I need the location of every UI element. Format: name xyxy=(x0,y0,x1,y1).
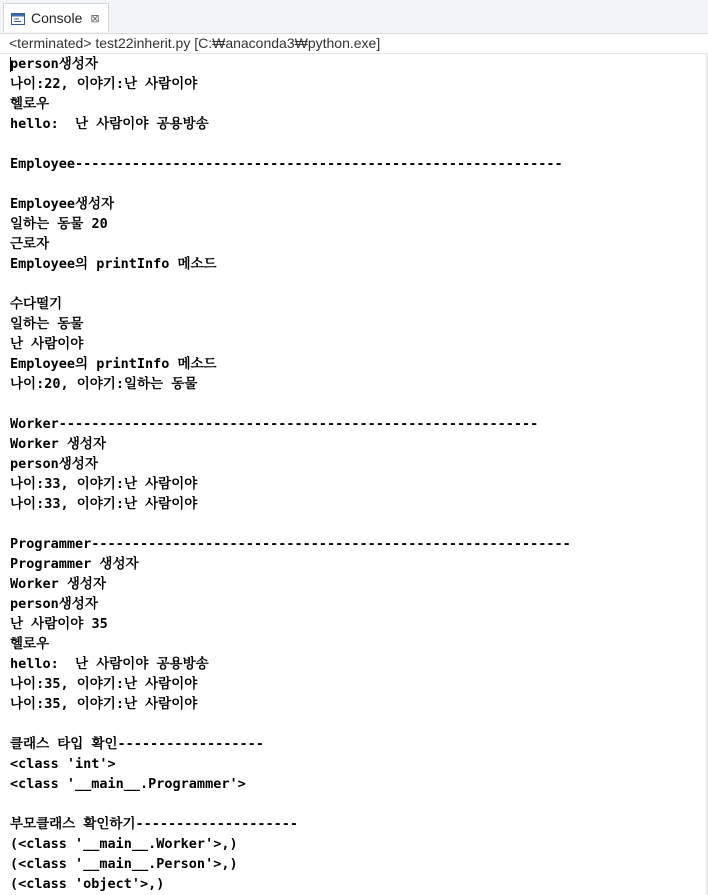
console-line: 난 사람이야 35 xyxy=(10,616,108,632)
console-line: 근로자 xyxy=(10,236,50,252)
console-line: Programmer 생성자 xyxy=(10,556,139,572)
console-line: <class '__main__.Programmer'> xyxy=(10,776,246,792)
console-line: Programmer----------------------------------------------------------- xyxy=(10,536,571,552)
console-line: 나이:22, 이야기:난 사람이야 xyxy=(10,76,198,92)
console-line: Worker 생성자 xyxy=(10,436,107,452)
console-tab-bar xyxy=(0,0,708,34)
console-line: person생성자 xyxy=(10,456,98,472)
console-tab-label: Console xyxy=(31,10,83,26)
console-line: 나이:20, 이야기:일하는 동물 xyxy=(10,376,198,392)
console-line: <class 'int'> xyxy=(10,756,116,772)
console-line: Worker 생성자 xyxy=(10,576,107,592)
console-line: 나이:33, 이야기:난 사람이야 xyxy=(10,476,198,492)
console-output[interactable] xyxy=(0,53,708,895)
console-line: 클래스 타입 확인------------------ xyxy=(10,736,264,752)
close-icon[interactable]: ⊠ xyxy=(90,11,100,25)
console-line: 일하는 동물 20 xyxy=(10,216,108,232)
console-line: 수다떨기 xyxy=(10,296,63,312)
console-line: hello: 난 사람이야 공용방송 xyxy=(10,656,209,672)
console-line: 헬로우 xyxy=(10,636,50,652)
console-line: (<class '__main__.Person'>,) xyxy=(10,856,238,872)
console-line: 나이:35, 이야기:난 사람이야 xyxy=(10,676,198,692)
console-line: person생성자 xyxy=(10,596,98,612)
console-line: Employee의 printInfo 메소드 xyxy=(10,356,217,372)
console-line: 나이:35, 이야기:난 사람이야 xyxy=(10,696,198,712)
console-tab[interactable] xyxy=(3,3,109,32)
console-line: Employee생성자 xyxy=(10,196,115,212)
process-status: <terminated> test22inherit.py [C:₩anaconda3₩python.exe] xyxy=(9,35,381,51)
console-line: (<class '__main__.Worker'>,) xyxy=(10,836,238,852)
console-line: 헬로우 xyxy=(10,96,50,112)
console-line: Employee------------------------------------------------------------ xyxy=(10,156,563,172)
console-line: Employee의 printInfo 메소드 xyxy=(10,256,217,272)
console-line: 일하는 동물 xyxy=(10,316,84,332)
console-icon xyxy=(11,11,25,25)
console-line: 난 사람이야 xyxy=(10,336,84,352)
console-line: Worker----------------------------------------------------------- xyxy=(10,416,539,432)
console-line: (<class 'object'>,) xyxy=(10,876,165,892)
console-line: person생성자 xyxy=(10,56,98,72)
console-line: 부모클래스 확인하기-------------------- xyxy=(10,816,299,832)
console-line: hello: 난 사람이야 공용방송 xyxy=(10,116,209,132)
console-line: 나이:33, 이야기:난 사람이야 xyxy=(10,496,198,512)
